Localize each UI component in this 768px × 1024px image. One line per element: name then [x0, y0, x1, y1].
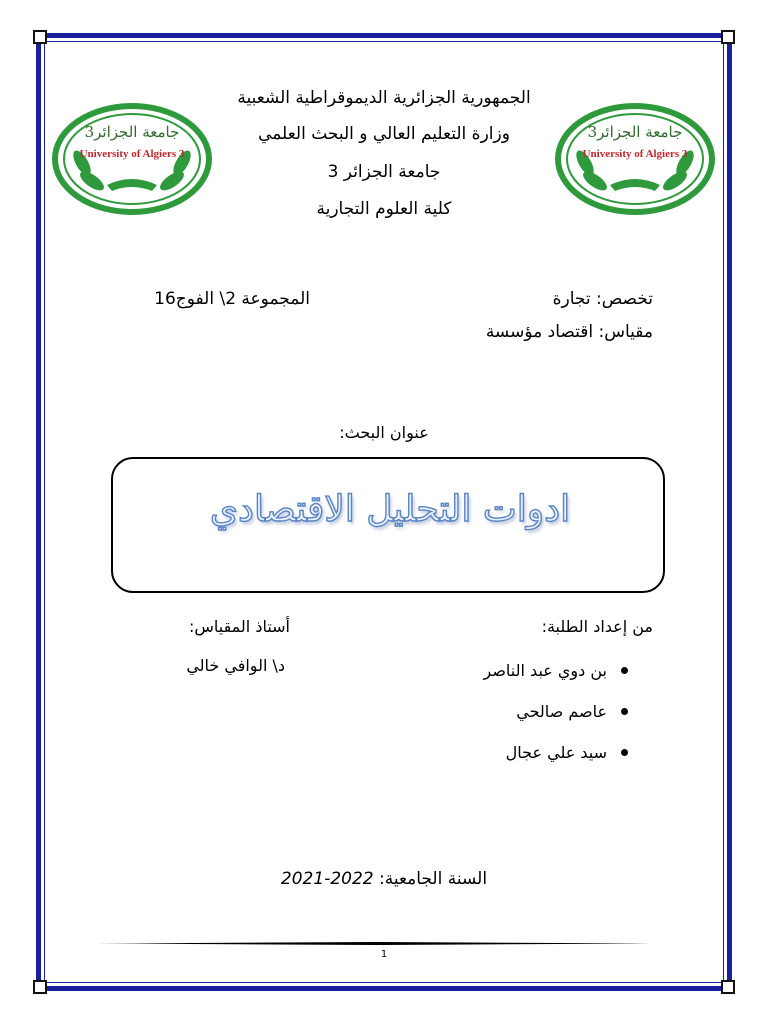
module-label: مقياس: اقتصاد مؤسسة — [485, 322, 653, 342]
corner-ornament-tr — [721, 30, 735, 44]
corner-ornament-br — [721, 980, 735, 994]
list-item: سيد علي عجال — [484, 732, 628, 773]
academic-year-value: 2022-2021 — [280, 869, 374, 889]
research-title: ادوات التحليل الاقتصادي — [209, 489, 571, 530]
university-logo-left — [52, 103, 212, 215]
svg-text:جامعة الجزائر3: جامعة الجزائر3 — [84, 123, 180, 141]
header-university: جامعة الجزائر 3 — [327, 162, 441, 182]
list-item: عاصم صالحي — [484, 691, 628, 732]
students-list — [484, 650, 628, 773]
list-item: بن دوي عبد الناصر — [484, 650, 628, 691]
professor-label: أستاذ المقياس: — [188, 617, 290, 636]
svg-text:University of Algiers 3: University of Algiers 3 — [79, 148, 185, 160]
group-label: المجموعة 2\ الفوج16 — [154, 289, 310, 309]
svg-text:جامعة الجزائر3: جامعة الجزائر3 — [587, 123, 683, 141]
corner-ornament-bl — [33, 980, 47, 994]
students-label: من إعداد الطلبة: — [541, 617, 653, 636]
header-ministry: وزارة التعليم العالي و البحث العلمي — [258, 124, 510, 144]
footer-divider — [95, 942, 651, 945]
svg-text:University of Algiers 3: University of Algiers 3 — [582, 148, 688, 160]
research-title-label: عنوان البحث: — [339, 423, 429, 442]
research-title-box — [111, 457, 665, 593]
specialty-label: تخصص: تجارة — [552, 289, 653, 309]
header-republic: الجمهورية الجزائرية الديموقراطية الشعبية — [237, 88, 531, 108]
bullet-icon — [621, 708, 628, 715]
bullet-icon — [621, 667, 628, 674]
professor-name: د\ الوافي خالي — [186, 656, 285, 675]
page-number: 1 — [380, 949, 388, 960]
corner-ornament-tl — [33, 30, 47, 44]
university-logo-right — [555, 103, 715, 215]
academic-year: السنة الجامعية: 2022-2021 — [280, 869, 488, 889]
header-faculty: كلية العلوم التجارية — [316, 199, 452, 219]
bullet-icon — [621, 749, 628, 756]
